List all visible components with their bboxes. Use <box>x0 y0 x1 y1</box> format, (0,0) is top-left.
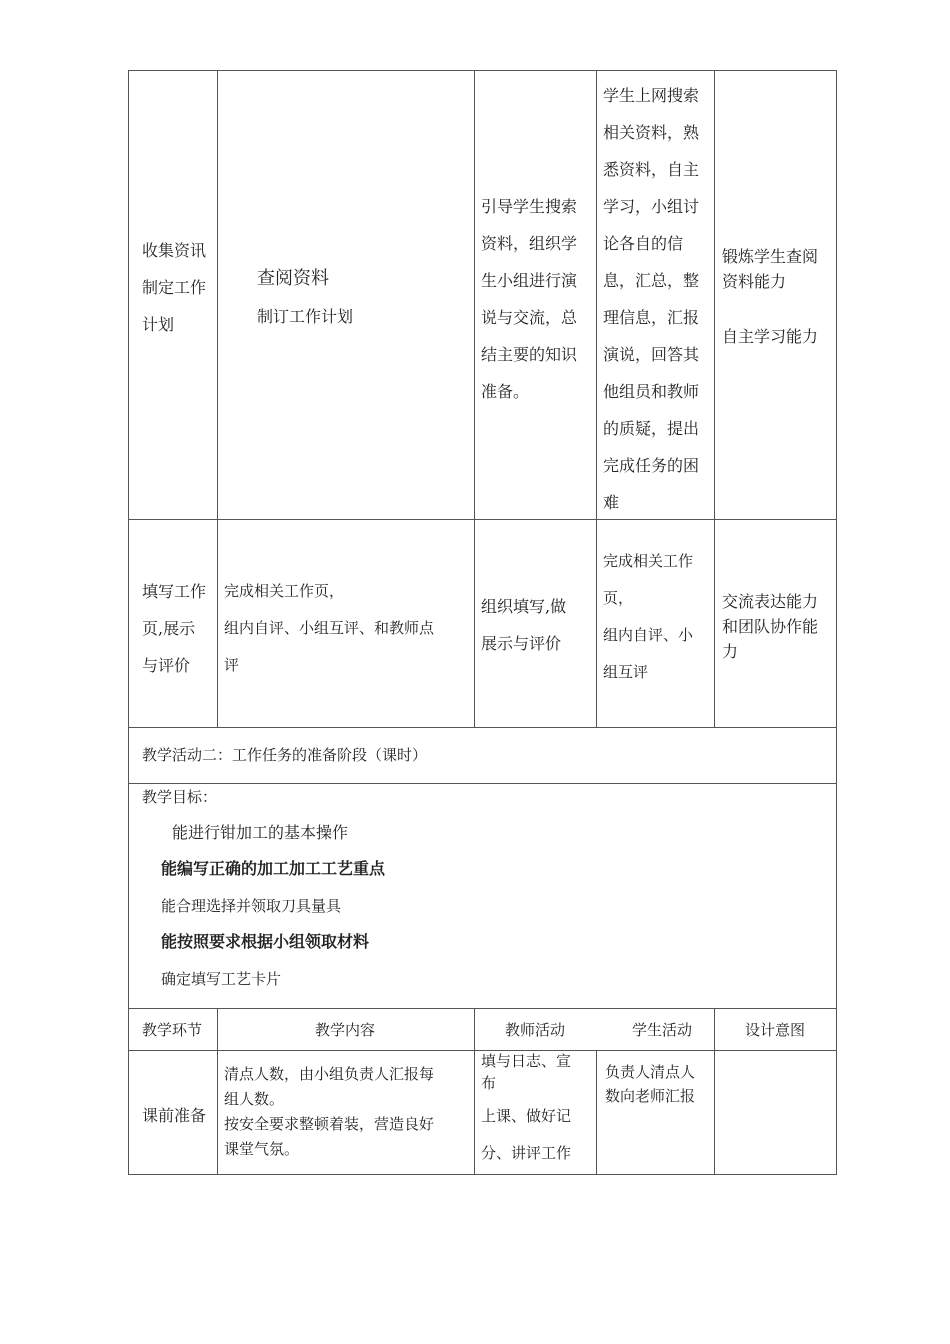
row1-design-intent: 锻炼学生查阅 资料能力 <box>722 247 819 291</box>
column-divider <box>714 70 715 728</box>
row1-stage: 收集资讯 制定工作 计划 <box>142 241 207 334</box>
column-divider <box>714 1008 715 1175</box>
row2-design-intent: 交流表达能力 和团队协作能 力 <box>722 592 819 661</box>
row-divider <box>128 727 837 728</box>
column-divider <box>217 70 218 728</box>
row-divider <box>128 783 837 784</box>
row2-student-activity: 完成相关工作 页， 组内自评、小 组互评 <box>603 552 694 681</box>
table-border-bottom <box>128 1174 837 1175</box>
goals-label: 教学目标： <box>142 788 218 806</box>
column-divider <box>596 1050 597 1175</box>
row1-teacher-activity: 引导学生搜索 资料，组织学 生小组进行演 说与交流，总 结主要的知识 准备。 <box>481 197 578 401</box>
row3-teacher-activity: 填与日志、宣 布 <box>481 1052 572 1092</box>
goal-item: 能合理选择并领取刀具量具 <box>161 897 342 915</box>
header-content: 教学内容 <box>315 1021 376 1039</box>
column-divider <box>596 70 597 728</box>
row3-student-activity: 负责人清点人 数向老师汇报 <box>605 1063 696 1105</box>
row1-student-activity: 学生上网搜索 相关资料，熟 悉资料，自主 学习，小组讨 论各自的信 息，汇总，整 理信息，汇报 演说，回答其 他组员和教师 的质疑，提出 完成任务的困 难 <box>603 86 700 512</box>
column-divider <box>474 70 475 728</box>
row2-stage: 填写工作 页,展示 与评价 <box>142 582 207 675</box>
row3-teacher-activity-2: 上课、做好记 分、讲评工作 <box>481 1107 572 1162</box>
goal-item: 能进行钳加工的基本操作 <box>172 823 349 842</box>
row-divider <box>128 519 837 520</box>
table-border-left <box>128 70 129 1175</box>
column-divider <box>474 1008 475 1175</box>
goal-item: 确定填写工艺卡片 <box>161 970 282 988</box>
row3-content: 清点人数，由小组负责人汇报每 组人数。 按安全要求整顿着装，营造良好 课堂气氛。 <box>224 1065 435 1158</box>
goal-item: 能编写正确的加工加工工艺重点 <box>161 859 386 878</box>
header-design: 设计意图 <box>745 1021 806 1039</box>
row3-stage: 课前准备 <box>142 1106 207 1125</box>
table-border-top <box>128 70 837 71</box>
header-student: 学生活动 <box>632 1021 693 1039</box>
row1-design-intent-2: 自主学习能力 <box>722 327 819 346</box>
row1-content-sub: 制订工作计划 <box>257 307 354 326</box>
goal-item: 能按照要求根据小组领取材料 <box>161 932 370 951</box>
header-teacher: 教师活动 <box>505 1021 566 1039</box>
row1-content-title: 查阅资料 <box>257 268 329 289</box>
activity2-title: 教学活动二：工作任务的准备阶段（课时） <box>142 746 428 764</box>
header-stage: 教学环节 <box>142 1021 203 1039</box>
row2-teacher-activity: 组织填写,做 展示与评价 <box>481 597 567 653</box>
row2-content: 完成相关工作页， 组内自评、小组互评、和教师点 评 <box>224 582 435 674</box>
row-divider <box>128 1008 837 1009</box>
column-divider <box>217 1008 218 1175</box>
table-border-right <box>836 70 837 1175</box>
